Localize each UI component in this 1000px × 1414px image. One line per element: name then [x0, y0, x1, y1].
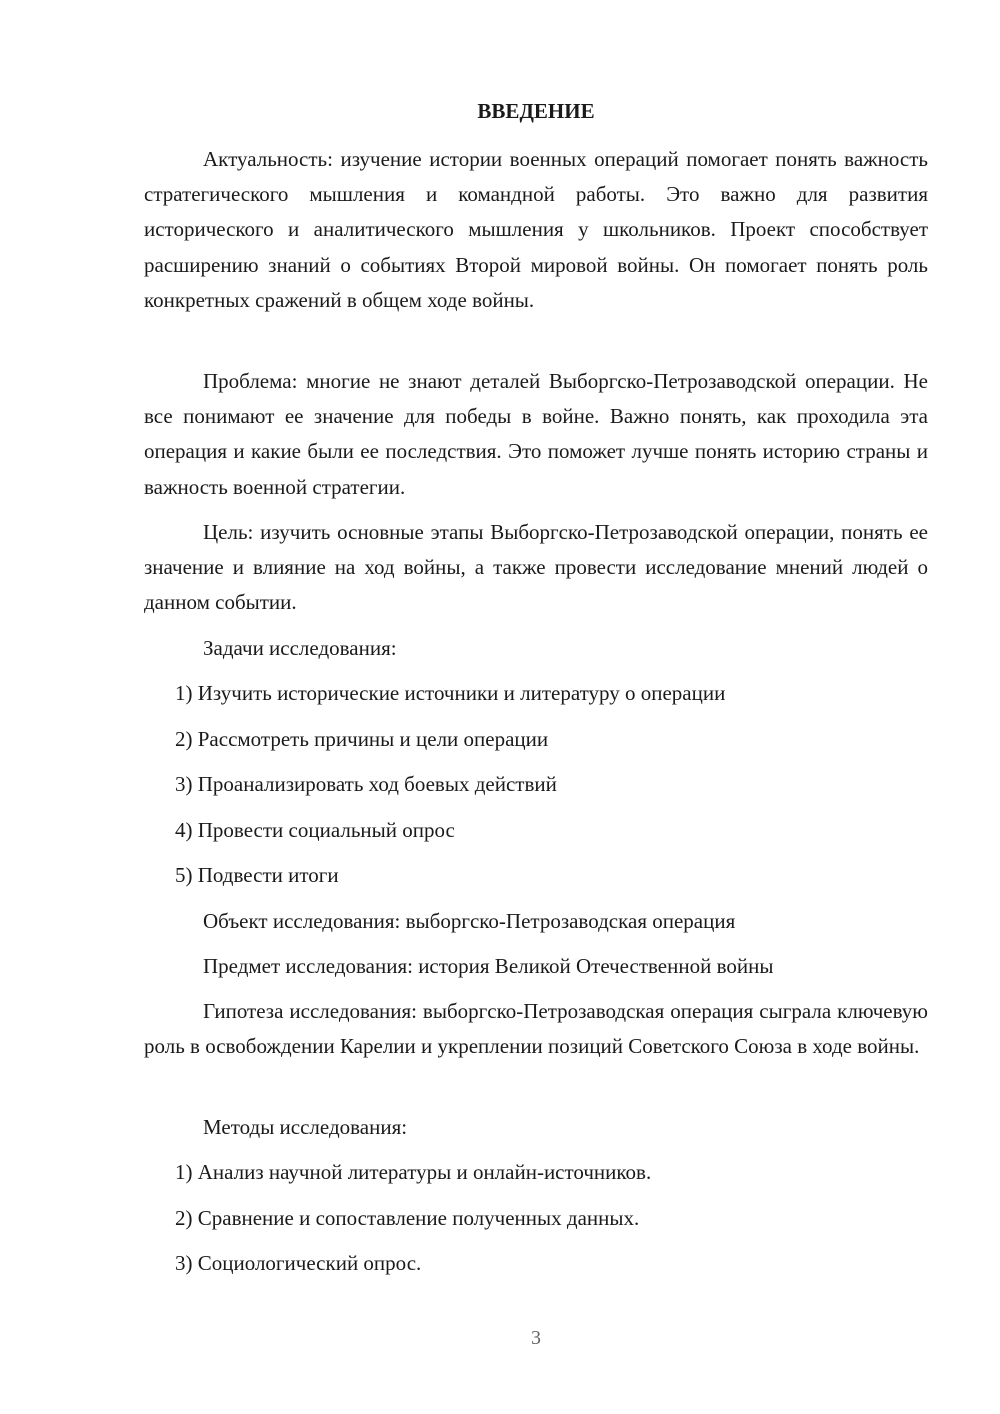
page-title: ВВЕДЕНИЕ — [477, 99, 595, 123]
goal-paragraph: Цель: изучить основные этапы Выборгско-Петрозаводской операции, понять ее значение и влияние на ход войны, а также провести исследование мнений людей о данном событии. — [144, 520, 928, 615]
method-item: 1) Анализ научной литературы и онлайн-источников. — [175, 1160, 652, 1184]
relevance-paragraph: Актуальность: изучение истории военных операций помогает понять важность стратегического мышления и командной работы. Это важно для развития исторического и аналитического мышления у школьников. Проект способствует расширению знаний о событиях Второй мировой войны. Он помогает понять роль конкретных сражений в общем ходе войны. — [144, 147, 928, 312]
task-item: 4) Провести социальный опрос — [175, 818, 455, 842]
document-page — [144, 0, 928, 1414]
method-item: 3) Социологический опрос. — [175, 1251, 422, 1275]
method-item: 2) Сравнение и сопоставление полученных данных. — [175, 1206, 640, 1230]
task-item: 3) Проанализировать ход боевых действий — [175, 772, 557, 796]
tasks-heading: Задачи исследования: — [203, 636, 397, 660]
subject-line: Предмет исследования: история Великой Отечественной войны — [203, 954, 774, 978]
object-line: Объект исследования: выборгско-Петрозаводская операция — [203, 909, 736, 933]
task-item: 2) Рассмотреть причины и цели операции — [175, 727, 549, 751]
hypothesis-paragraph: Гипотеза исследования: выборгско-Петрозаводская операция сыграла ключевую роль в освобождении Карелии и укреплении позиций Советского Союза в ходе войны. — [144, 999, 928, 1059]
task-item: 1) Изучить исторические источники и литературу о операции — [175, 681, 726, 705]
methods-heading: Методы исследования: — [203, 1115, 408, 1139]
problem-paragraph: Проблема: многие не знают деталей Выборгско-Петрозаводской операции. Не все понимают ее значение для победы в войне. Важно понять, как проходила эта операция и какие были ее последствия. Это поможет лучше понять историю страны и важность военной стратегии. — [144, 369, 928, 499]
page-number: 3 — [531, 1327, 541, 1349]
task-item: 5) Подвести итоги — [175, 863, 339, 887]
